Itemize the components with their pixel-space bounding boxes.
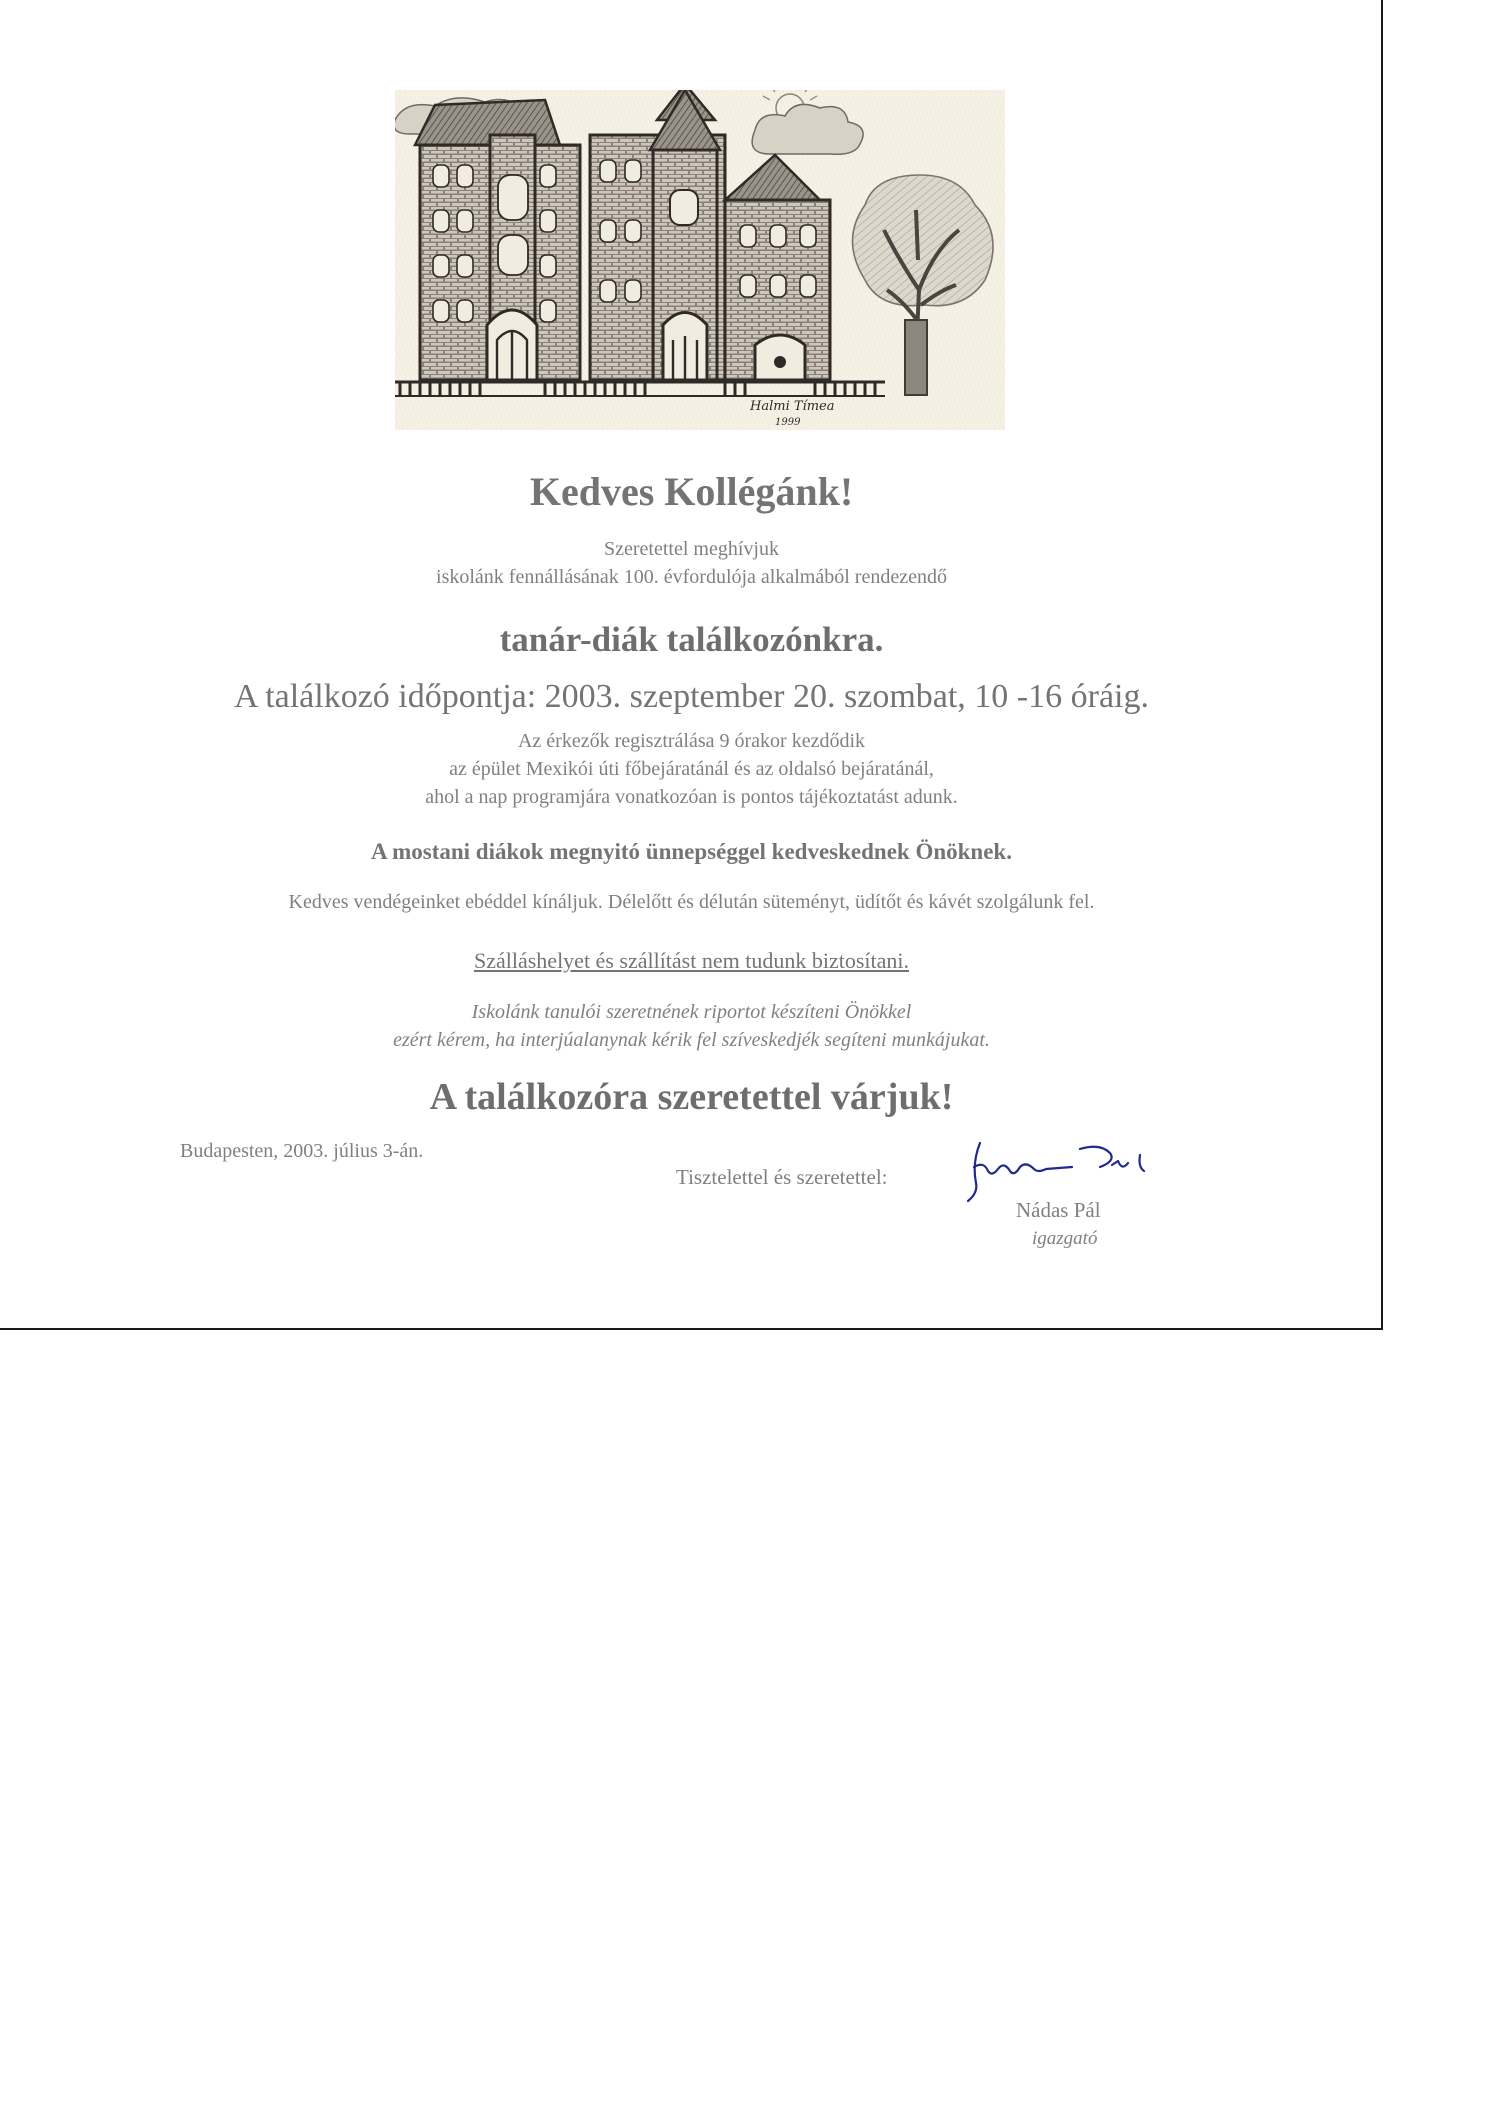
closing-heading: A találkozóra szeretettel várjuk! (429, 1076, 954, 1118)
invitation-line-2: iskolánk fennállásának 100. évfordulója alkalmából rendezendő (436, 566, 947, 588)
signer-name: Nádas Pál (1016, 1198, 1101, 1222)
artist-year: 1999 (775, 417, 801, 428)
handwritten-signature (962, 1135, 1172, 1205)
invitation-line-1: Szeretettel meghívjuk (604, 538, 779, 560)
place-and-date: Budapesten, 2003. július 3-án. (180, 1140, 424, 1162)
catering-text: Kedves vendégeinket ebéddel kínáljuk. Délelőtt és délután süteményt, üdítőt és kávét szolgálunk fel. (288, 891, 1095, 913)
opening-ceremony-text: A mostani diákok megnyitó ünnepséggel kedveskednek Önöknek. (371, 839, 1012, 864)
event-time: A találkozó időpontja: 2003. szeptember 20. szombat, 10 -16 óráig. (234, 678, 1149, 715)
artist-signature: Halmi Tímea (750, 399, 835, 414)
interview-line-2: ezért kérem, ha interjúalanynak kérik fel szíveskedjék segíteni munkájukat. (393, 1029, 990, 1051)
building-tower (590, 90, 725, 380)
registration-line-3: ahol a nap programjára vonatkozóan is pontos tájékoztatást adunk. (425, 786, 958, 808)
event-title: tanár-diák találkozónkra. (499, 620, 884, 659)
interview-line-1: Iskolánk tanulói szeretnének riportot készíteni Önökkel (471, 1001, 912, 1023)
registration-line-2: az épület Mexikói úti főbejáratánál és az oldalsó bejáratánál, (449, 758, 934, 780)
building-left-wing (415, 100, 580, 380)
svg-text:Nádas Pál: Nádas Pál (962, 1135, 967, 1136)
greeting-heading: Kedves Kollégánk! (529, 469, 854, 514)
registration-line-1: Az érkezők regisztrálása 9 órakor kezdődik (517, 730, 866, 752)
school-building-drawing (395, 90, 1005, 430)
regards-text: Tisztelettel és szeretettel: (676, 1165, 888, 1189)
signer-role: igazgató (1032, 1228, 1098, 1249)
accommodation-notice: Szálláshelyet és szállítást nem tudunk biztosítani. (473, 948, 909, 973)
